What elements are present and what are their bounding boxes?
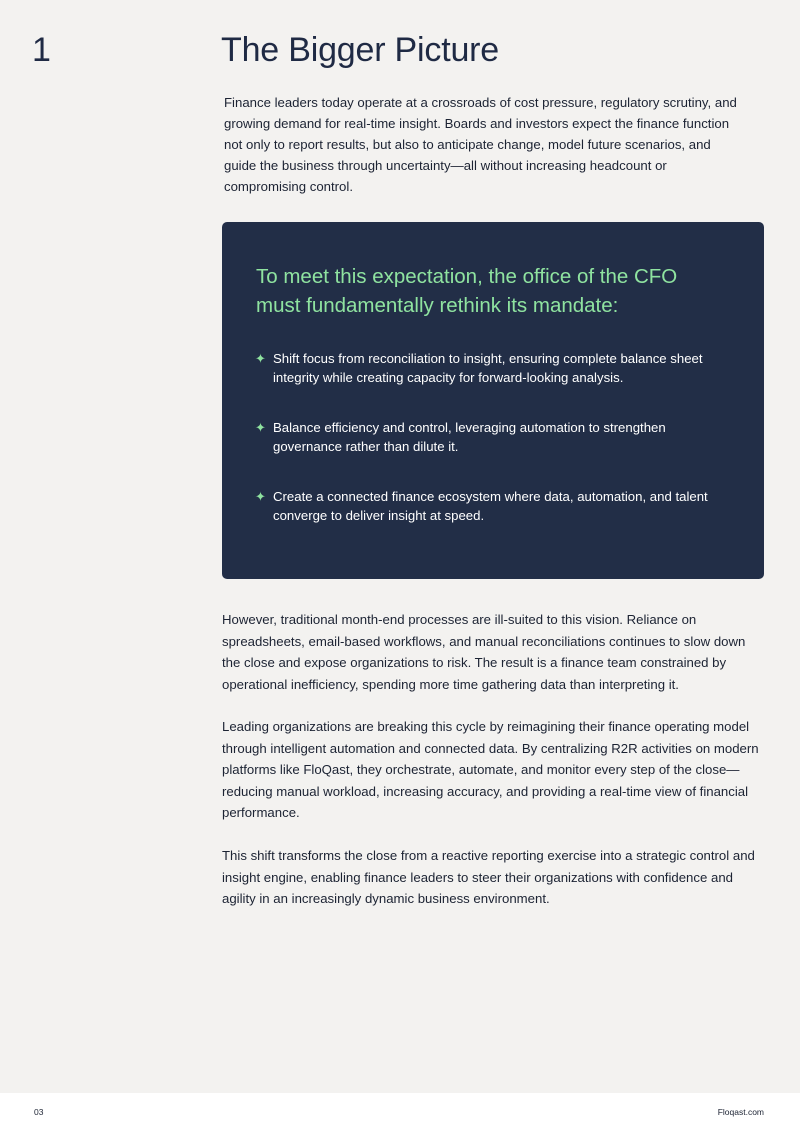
bullet-text: Create a connected finance ecosystem where data, automation, and talent converge to deliver insight at speed.	[273, 489, 708, 523]
body-paragraph-1: However, traditional month-end processes are ill-suited to this vision. Reliance on spreadsheets, email-based workflows, and manual reconciliations continues to slow down the close and expose organizations to risk. The result is a finance team constrained by operational inefficiency, spending more time gathering data than interpreting it.	[222, 612, 746, 692]
sparkle-icon: ✦	[255, 351, 266, 366]
footer-website: Floqast.com	[717, 1107, 764, 1117]
page-footer	[0, 1093, 800, 1132]
callout-bullet-item	[255, 487, 735, 525]
callout-bullet-item	[255, 418, 735, 456]
bullet-text: Shift focus from reconciliation to insight, ensuring complete balance sheet integrity while creating capacity for forward-looking analysis.	[273, 351, 703, 385]
page-title: The Bigger Picture	[221, 31, 499, 69]
page-number: 03	[34, 1107, 44, 1117]
callout-bullet-item	[255, 349, 735, 387]
callout-bullet-list	[255, 349, 735, 556]
intro-paragraph: Finance leaders today operate at a crossroads of cost pressure, regulatory scrutiny, and growing demand for real-time insight. Boards and investors expect the finance function not only to report results, but also to anticipate change, model future scenarios, and guide the business through uncertainty—all without increasing headcount or compromising control.	[224, 95, 737, 194]
body-paragraph-3: This shift transforms the close from a reactive reporting exercise into a strategic control and insight engine, enabling finance leaders to steer their organizations with confidence and agility in an increasingly dynamic business environment.	[222, 848, 755, 906]
section-number: 1	[32, 31, 51, 69]
body-paragraph-2: Leading organizations are breaking this cycle by reimagining their finance operating model through intelligent automation and connected data. By centralizing R2R activities on modern platforms like FloQast, they orchestrate, automate, and monitor every step of the close—reducing manual workload, increasing accuracy, and providing a real-time view of financial performance.	[222, 719, 759, 820]
sparkle-icon: ✦	[255, 420, 266, 435]
callout-heading: To meet this expectation, the office of the CFO must fundamentally rethink its mandate:	[256, 265, 678, 317]
callout-box	[222, 222, 764, 579]
bullet-text: Balance efficiency and control, leveraging automation to strengthen governance rather than dilute it.	[273, 420, 666, 454]
sparkle-icon: ✦	[255, 489, 266, 504]
